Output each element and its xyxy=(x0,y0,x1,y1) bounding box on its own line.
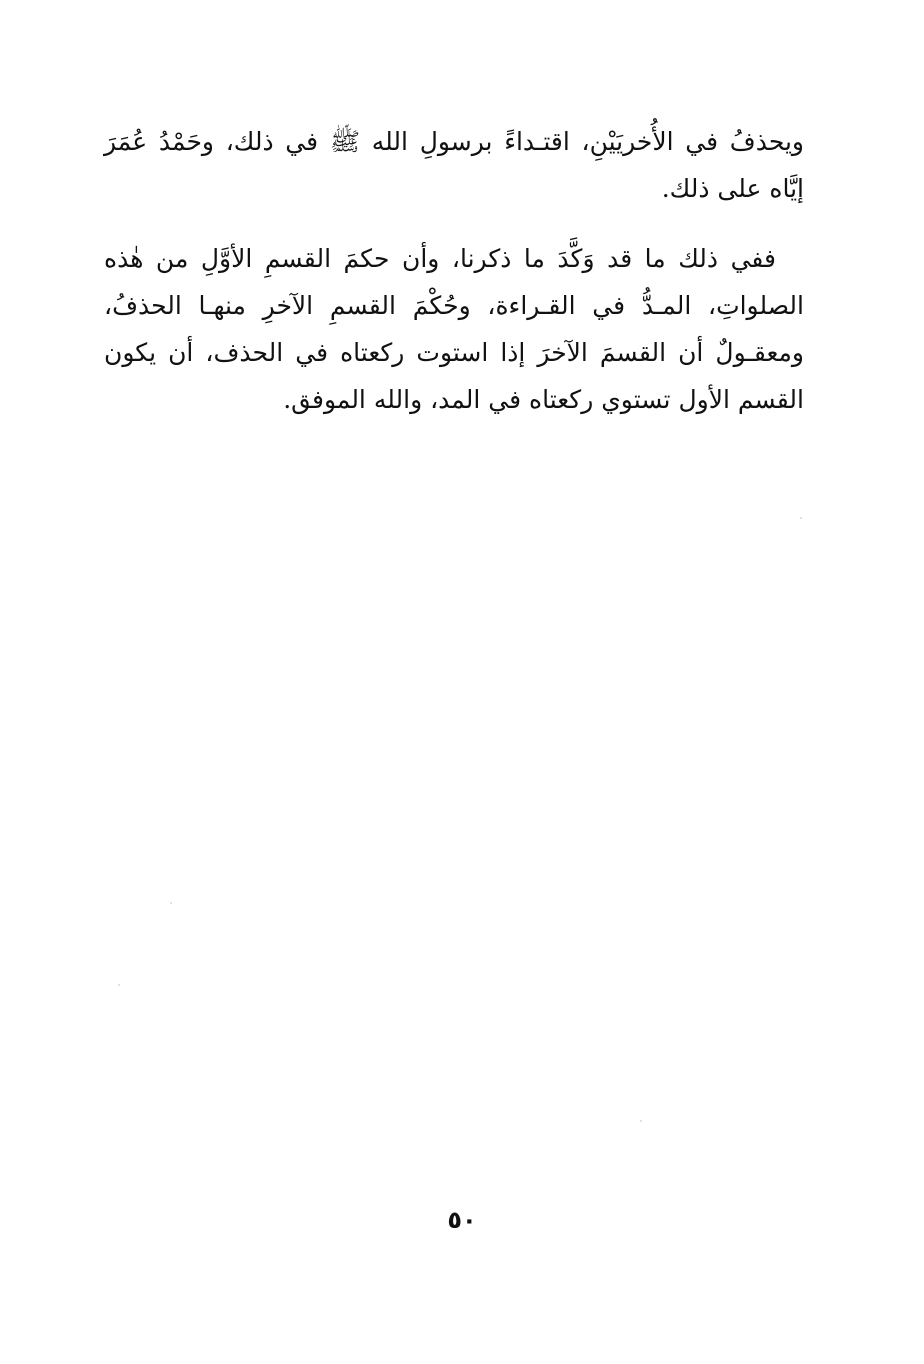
paragraph-1-line-1: ويحذفُ في الأُخريَيْنِ، اقتـداءً برسولِ الله ﷺ في ذلك، وحَمْدُ عُمَرَ xyxy=(104,127,804,156)
paragraph-2-line-2: الصلواتِ، المـدُّ في القـراءة، وحُكْمَ القسمِ الآخرِ منهـا الحذفُ، xyxy=(104,291,804,320)
scan-speck xyxy=(118,984,120,986)
scan-speck xyxy=(170,902,172,904)
scan-speck xyxy=(800,517,802,519)
paragraph-1 xyxy=(104,118,804,212)
paragraph-2-line-1: ففي ذلك ما قد وَكَّدَ ما ذكرنا، وأن حكمَ القسمِ الأوَّلِ من هٰذه xyxy=(104,244,776,273)
paragraph-2-line-4: القسم الأول تستوي ركعتاه في المد، والله الموفق. xyxy=(283,385,804,414)
paragraph-2-line-3: ومعقـولٌ أن القسمَ الآخرَ إذا استوت ركعتاه في الحذف، أن يكون xyxy=(104,338,804,367)
page-number: ٥٠ xyxy=(447,1206,477,1234)
scan-speck xyxy=(640,1120,642,1122)
paragraph-2 xyxy=(104,235,804,423)
paragraph-1-line-2: إيَّاه على ذلك. xyxy=(661,174,804,203)
